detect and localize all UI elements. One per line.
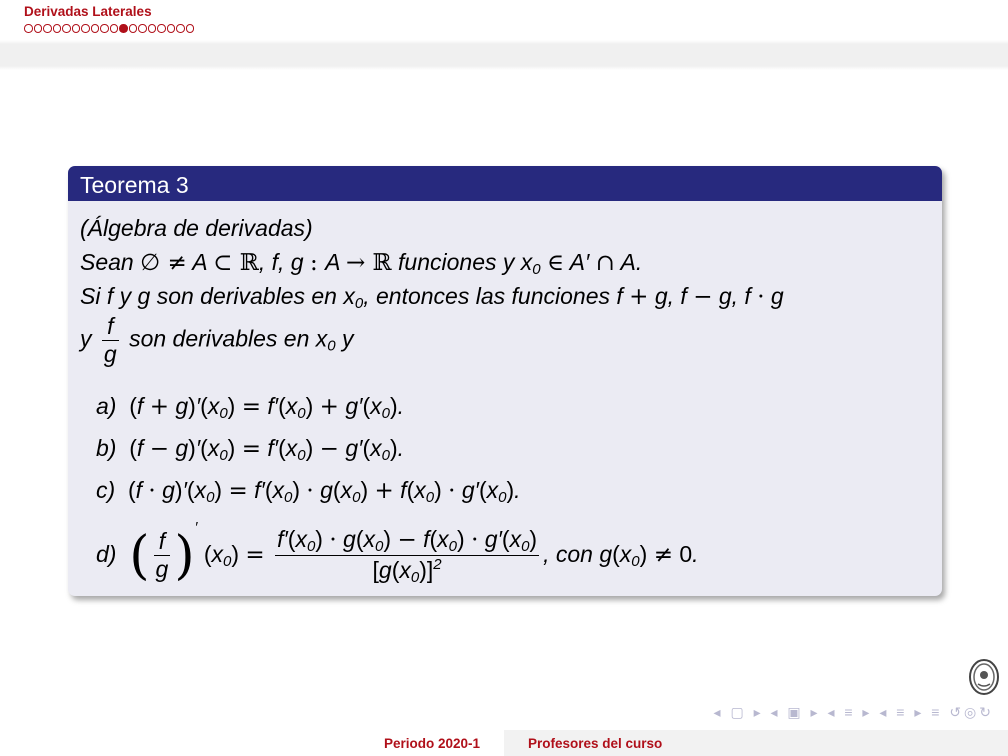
theorem-block (68, 166, 942, 596)
item-c: c) $(f \cdot g)'(x_0) = f'(x_0) \cdot g(x_0) + f(x_0) \cdot g'(x_0)$. (96, 477, 521, 506)
nav-search-icon[interactable]: ↺◎↻ (949, 704, 994, 720)
footer-authors: Profesores del curso (528, 736, 663, 751)
progress-dot[interactable] (167, 24, 176, 33)
theorem-title: Teorema 3 (68, 166, 942, 201)
footer (0, 730, 1008, 756)
theorem-line3: y $\frac{f}{g}$ son derivables en $x_0$ y (80, 313, 354, 367)
item-d: d) ( $\frac{f}{g}$ )′ $(x_0)$ = $\frac{f'(x_0) \cdot g(x_0) - f(x_0) \cdot g'(x_0)}{[g(x_0)]^2}$ , con $g(x_0) \ne 0$. (96, 519, 699, 586)
progress-dot[interactable] (53, 24, 62, 33)
progress-dot[interactable] (62, 24, 71, 33)
theorem-line2: Si f y g son derivables en $x_0$, entonces las funciones f + g, f − g, f · g (80, 283, 784, 312)
progress-dot[interactable] (119, 24, 128, 33)
progress-dot[interactable] (148, 24, 157, 33)
progress-dot[interactable] (24, 24, 33, 33)
theorem-line1: Sean ∅ ≠ A ⊂ ℝ, f, g : A → ℝ funciones y $x_0$ ∈ A′ ∩ A. (80, 249, 643, 278)
item-b: b) $(f - g)'(x_0) = f'(x_0) - g'(x_0)$. (96, 435, 405, 464)
progress-dot[interactable] (91, 24, 100, 33)
section-title[interactable]: Derivadas Laterales (24, 4, 152, 19)
beamer-navigation[interactable] (714, 704, 994, 721)
progress-dot[interactable] (43, 24, 52, 33)
nav-document-icon[interactable]: ◂ ≡ ▸ (879, 704, 925, 720)
progress-dots[interactable] (24, 24, 194, 33)
progress-dot[interactable] (100, 24, 109, 33)
nav-section-icon[interactable]: ◂ ≡ ▸ (827, 704, 873, 720)
theorem-name: (Álgebra de derivadas) (80, 215, 313, 241)
university-seal-icon (968, 658, 1000, 696)
progress-dot[interactable] (176, 24, 185, 33)
progress-dot[interactable] (81, 24, 90, 33)
nav-subsection-icon[interactable]: ◂ ▣ ▸ (770, 704, 821, 720)
nav-frame-prev-icon[interactable]: ◂ ▢ ▸ (713, 704, 764, 720)
footer-period: Periodo 2020-1 (383, 736, 480, 751)
progress-dot[interactable] (157, 24, 166, 33)
progress-dot[interactable] (34, 24, 43, 33)
progress-dot[interactable] (129, 24, 138, 33)
progress-dot[interactable] (72, 24, 81, 33)
nav-toc-icon[interactable]: ≡ (931, 704, 943, 720)
item-a: a) $(f + g)'(x_0) = f'(x_0) + g'(x_0)$. (96, 393, 405, 422)
progress-dot[interactable] (186, 24, 195, 33)
progress-dot[interactable] (138, 24, 147, 33)
progress-dot[interactable] (110, 24, 119, 33)
